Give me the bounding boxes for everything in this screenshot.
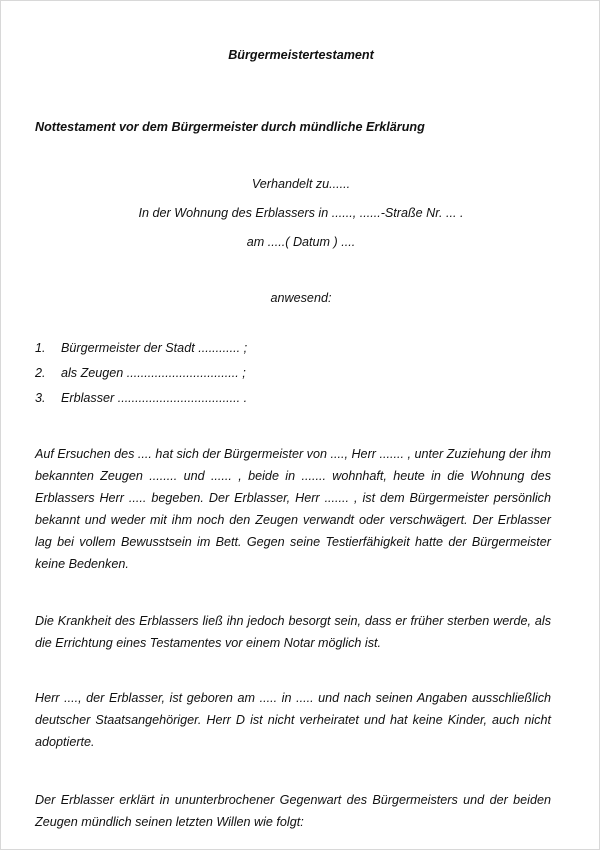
header-line-place: Verhandelt zu...... [251,177,351,191]
present-label: anwesend: [270,291,332,305]
list-item-number: 2. [35,366,46,380]
list-item [35,338,247,363]
list-item-text: Erblasser ................................... . [61,391,248,405]
paragraph-illness: Die Krankheit des Erblassers ließ ihn jedoch besorgt sein, dass er früher sterben werde, als die Errichtung eines Testamentes vor einem Notar möglich ist. [35,614,551,650]
list-item [35,363,247,388]
paragraph-personal-details: Herr ...., der Erblasser, ist geboren am ..... in ..... und nach seinen Angaben ausschließlich deutscher Staatsangehöriger. Herr D ist nicht verheiratet und hat keine Kinder, auch nicht adoptierte. [35,691,551,749]
header-line-address: In der Wohnung des Erblassers in ......, ......-Straße Nr. ... . [138,206,464,220]
list-item-number: 3. [35,391,46,405]
paragraph-declaration: Der Erblasser erklärt in ununterbrochener Gegenwart des Bürgermeisters und der beiden Zeugen mündlich seinen letzten Willen wie folgt: [35,793,551,829]
document-title: Bürgermeistertestament [228,48,374,62]
attendee-list [35,338,247,413]
list-item-number: 1. [35,341,46,355]
list-item [35,388,247,413]
paragraph-request: Auf Ersuchen des .... hat sich der Bürgermeister von ...., Herr ....... , unter Zuziehung der ihm bekannten Zeugen ........ und ...... , beide in ....... wohnhaft, heute in die Wohnung des Erblassers Herr ..... begeben. Der Erblasser, Herr ....... , ist dem Bürgermeister persönlich bekannt und weder mit ihm noch den Zeugen verwandt oder verschwägert. Der Erblasser lag bei vollem Bewusstsein im Bett. Gegen seine Testierfähigkeit hatte der Bürgermeister keine Bedenken. [35,447,551,571]
list-item-text: Bürgermeister der Stadt ............ ; [61,341,248,355]
header-line-date: am .....( Datum ) .... [246,235,356,249]
document-subtitle: Nottestament vor dem Bürgermeister durch mündliche Erklärung [35,120,425,134]
list-item-text: als Zeugen ................................ ; [61,366,246,380]
